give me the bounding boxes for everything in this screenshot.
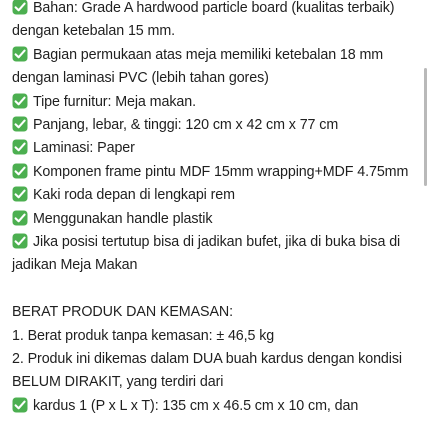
spec-text: Bahan: Grade A hardwood particle board (kualitas terbaik) dengan ketebalan 15 mm. [12,0,395,40]
checkmark-box-icon [12,397,28,413]
checkmark-box-icon [12,210,28,226]
weight-heading: BERAT PRODUK DAN KEMASAN: [12,304,234,321]
spec-text: Laminasi: Paper [33,140,135,157]
checkmark-box-icon [12,116,28,132]
spec-text: Bagian permukaan atas meja memiliki ketebalan 18 mm dengan laminasi PVC (lebih tahan gores) [12,46,384,87]
spec-item [12,137,424,160]
spec-item [12,0,424,44]
paragraph-gap [12,278,424,301]
spec-item [12,91,424,114]
checkmark-box-icon [12,186,28,202]
spec-text: Panjang, lebar, & tinggi: 120 cm x 42 cm x 77 cm [33,117,339,134]
spec-item [12,231,424,278]
spec-item [12,44,424,91]
checkmark-box-icon [12,93,28,109]
scrollbar[interactable] [424,68,427,186]
checkmark-box-icon [12,233,28,249]
box-item [12,395,424,418]
spec-text: Jika posisi tertutup bisa di jadikan bufet, jika di buka bisa di jadikan Meja Makan [12,234,401,274]
spec-item [12,184,424,207]
checkmark-box-icon [12,0,28,15]
checkmark-box-icon [12,46,28,62]
spec-item [12,114,424,137]
box-item-text: kardus 1 (P x L x T): 135 cm x 46.5 cm x 10 cm, dan [33,397,359,414]
product-description [12,0,424,418]
spec-item [12,208,424,231]
weight-line-1: 1. Berat produk tanpa kemasan: ± 46,5 kg [12,327,275,344]
checkmark-box-icon [12,139,28,155]
spec-text: Menggunakan handle plastik [33,210,213,227]
spec-text: Tipe furnitur: Meja makan. [33,93,196,110]
spec-item [12,161,424,184]
spec-text: Kaki roda depan di lengkapi rem [33,187,235,204]
weight-line-2: 2. Produk ini dikemas dalam DUA buah kardus dengan kondisi BELUM DIRAKIT, yang terdiri dari [12,351,402,391]
spec-text: Komponen frame pintu MDF 15mm wrapping+MDF 4.75mm [33,163,409,180]
checkmark-box-icon [12,163,28,179]
